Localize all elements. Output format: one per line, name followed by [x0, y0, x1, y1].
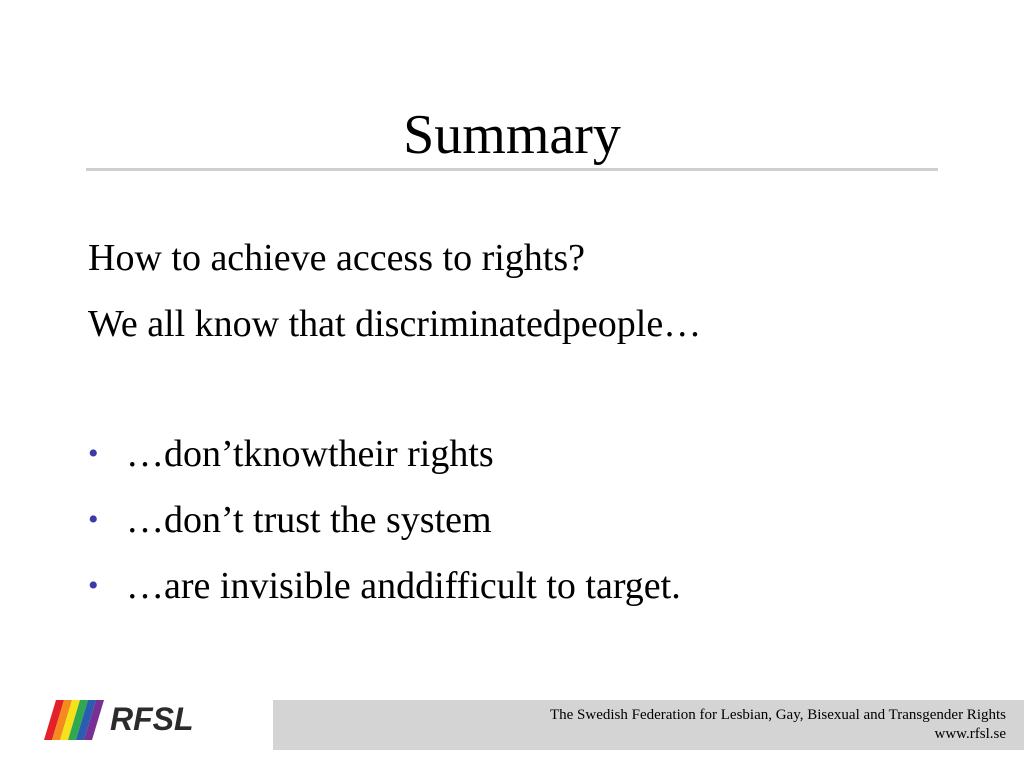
- slide-title: Summary: [403, 104, 621, 166]
- bullet-item: [88, 563, 681, 609]
- footer-organization: The Swedish Federation for Lesbian, Gay, Bisexual and Transgender Rights: [549, 707, 1006, 723]
- bullet-text: …are invisible anddifficult to target.: [126, 565, 681, 607]
- rfsl-logo: [42, 696, 247, 744]
- body-line-intro: We all know that discriminatedpeople…: [88, 303, 702, 345]
- footer-website: www.rfsl.se: [934, 726, 1006, 742]
- bullet-text: …don’tknowtheir rights: [126, 433, 494, 475]
- bullet-dot-icon: •: [88, 569, 99, 602]
- bullet-dot-icon: •: [88, 503, 99, 536]
- bullet-item: [88, 497, 492, 543]
- bullet-dot-icon: •: [88, 437, 99, 470]
- footer-band: [273, 700, 1024, 750]
- body-line-question: How to achieve access to rights?: [88, 237, 585, 279]
- footer-text: [550, 706, 1006, 744]
- title-divider: [86, 168, 938, 171]
- rainbow-flag-icon: [44, 700, 104, 740]
- bullet-item: [88, 431, 494, 477]
- logo-wordmark: RFSL: [110, 701, 194, 737]
- bullet-text: …don’t trust the system: [126, 499, 492, 541]
